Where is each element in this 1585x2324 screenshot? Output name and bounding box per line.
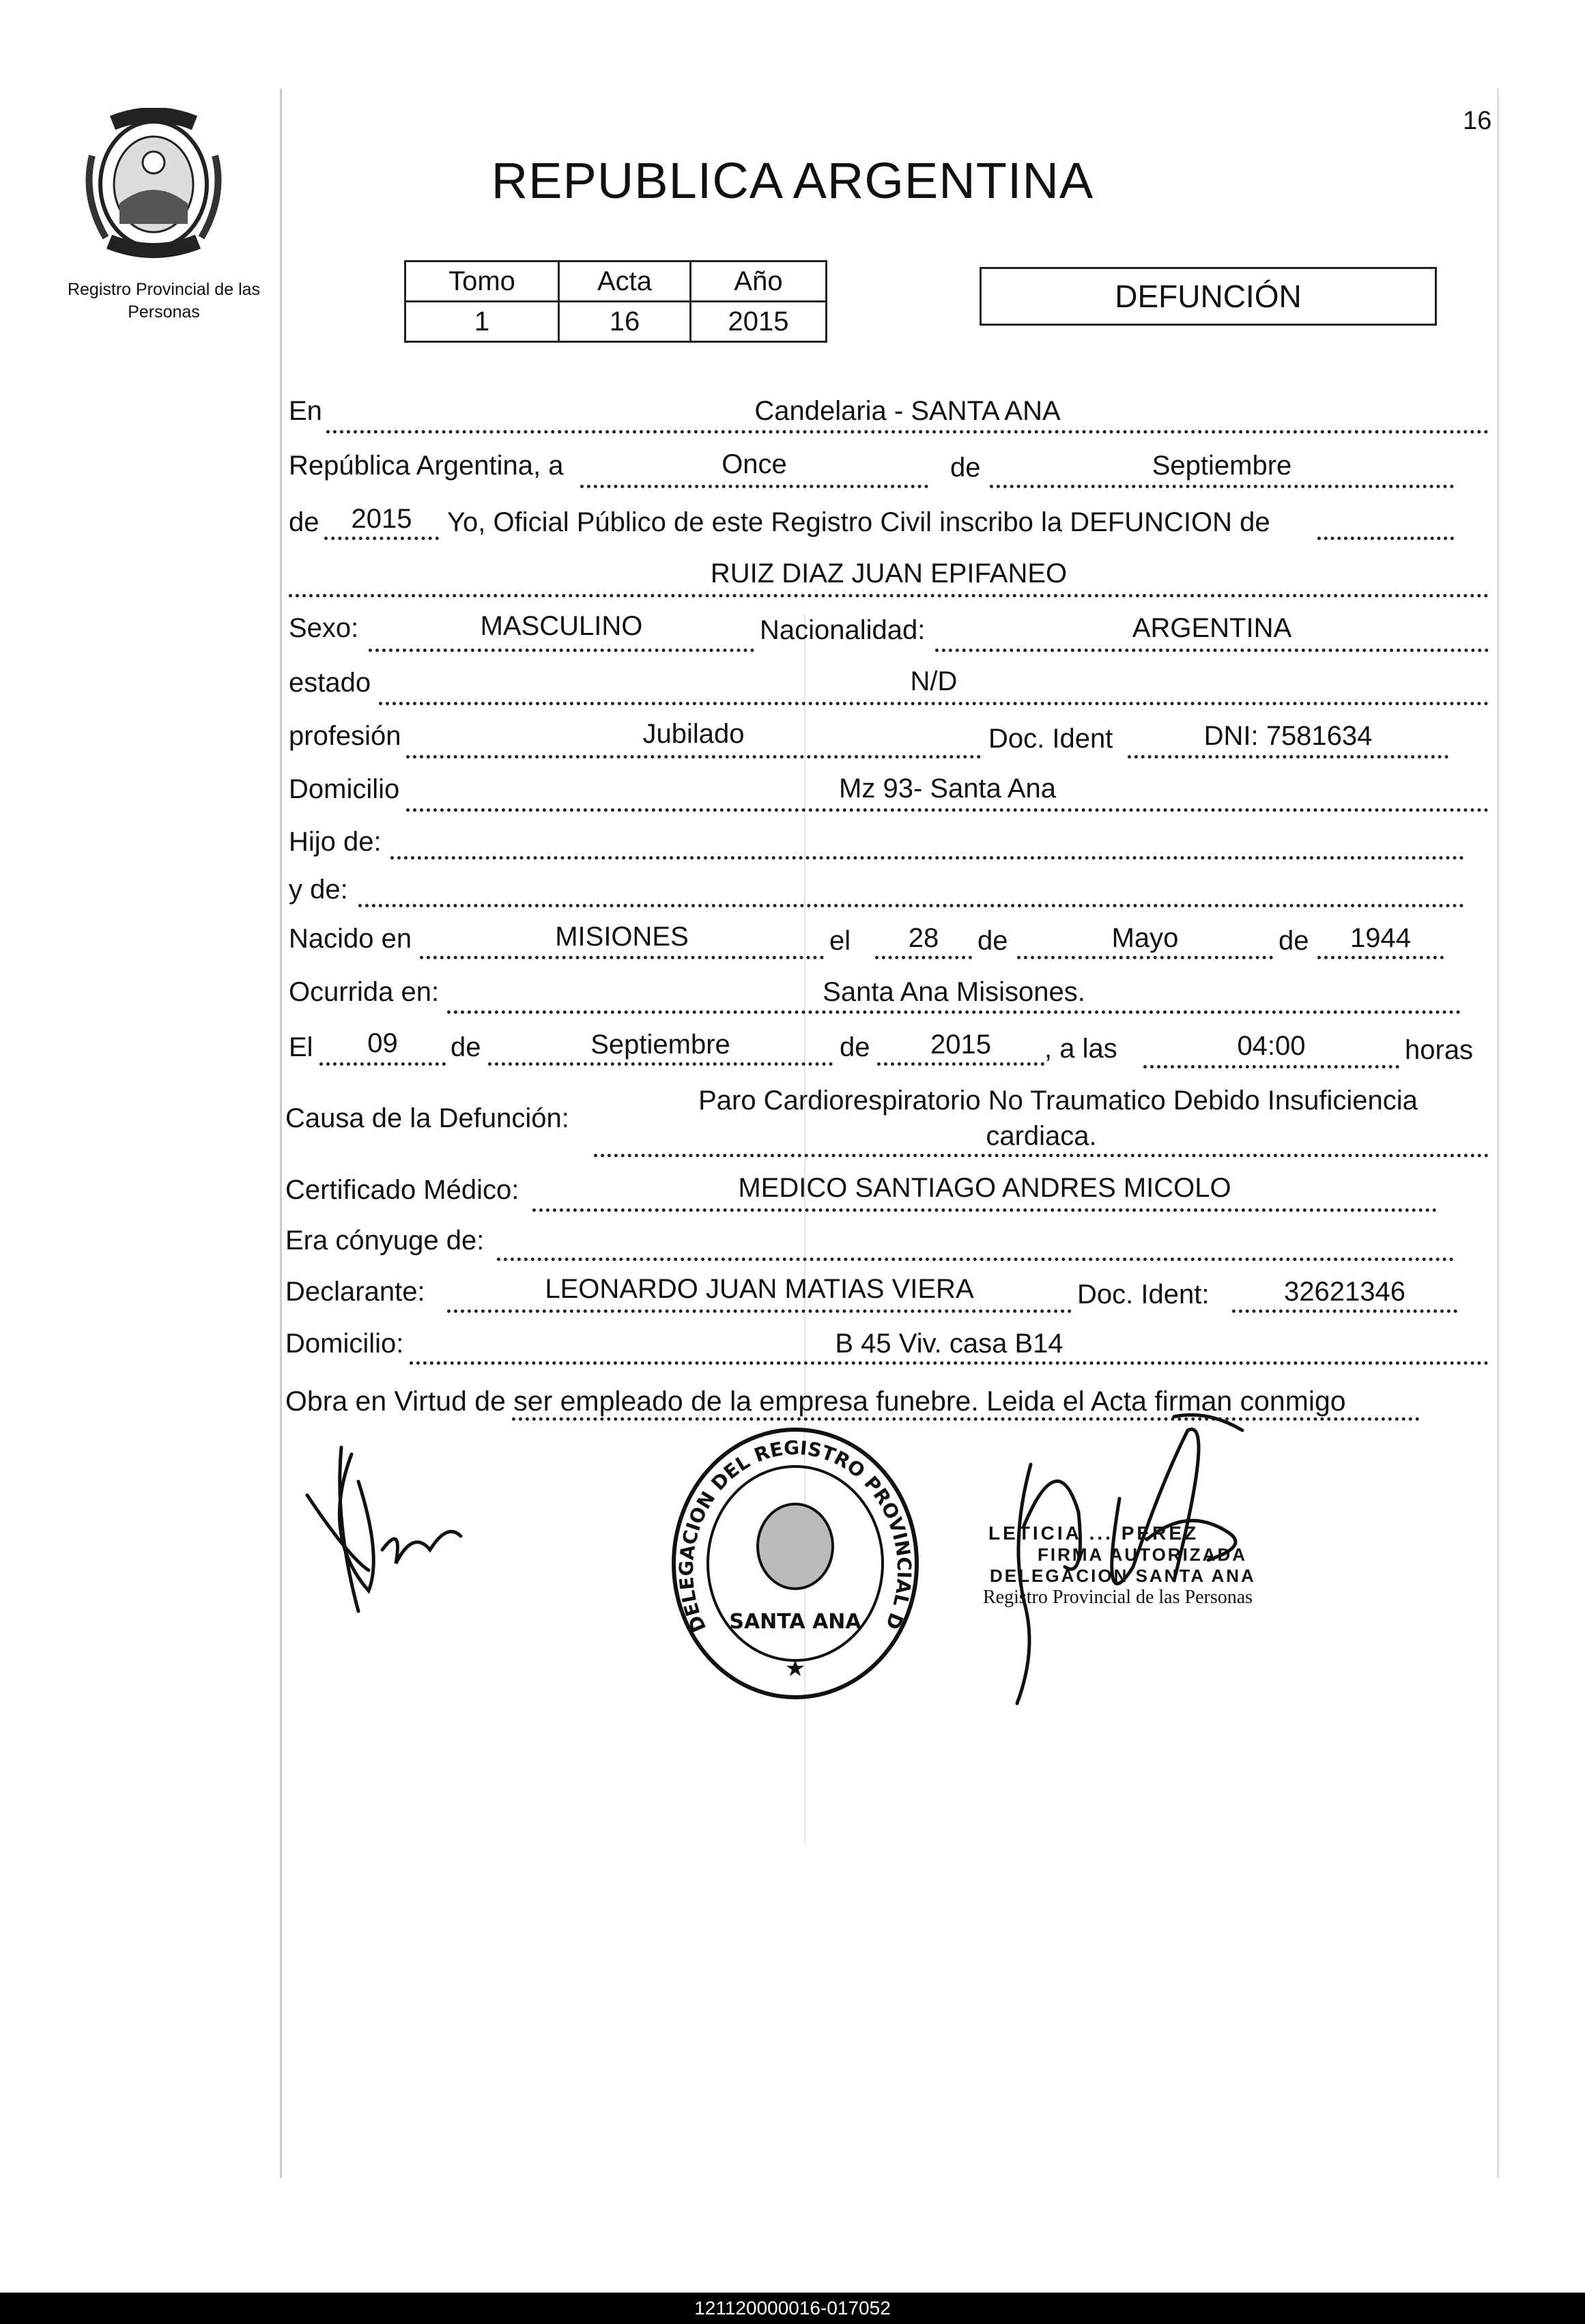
en-line [326,430,1489,434]
official-stamp-line1: LETICIA ... PEREZ [988,1522,1199,1544]
dia-texto-value: Once [722,449,787,479]
decl-domicilio-label: Domicilio: [285,1329,404,1359]
fall-hora-line [1143,1065,1399,1068]
fall-anio-value: 2015 [930,1030,991,1060]
certificado-label: Certificado Médico: [285,1175,519,1205]
fall-dia-line [319,1062,446,1066]
hijo-line [390,856,1464,860]
declarante-label: Declarante: [285,1277,425,1307]
y-de-line [358,904,1464,907]
nac-de1-label: de [977,926,1008,956]
fall-mes-line [488,1062,833,1066]
ocurrida-value: Santa Ana Misisones. [823,977,1085,1007]
decl-doc-line [1232,1309,1457,1313]
domicilio-line [406,808,1489,812]
conyuge-label: Era cónyuge de: [285,1225,485,1256]
profesion-line [406,755,981,759]
nacido-lugar-value: MISIONES [555,922,689,952]
sexo-label: Sexo: [289,613,359,643]
table-value-tomo: 1 [405,302,559,342]
obra-line [512,1417,1420,1421]
inscribo-line [1317,537,1454,540]
declarante-line [447,1309,1072,1313]
domicilio-value: Mz 93- Santa Ana [839,774,1056,804]
delegacion-oval-stamp [666,1423,925,1703]
hijo-label: Hijo de: [289,827,382,857]
footer-barcode-text: 121120000016-017052 [0,2293,1585,2324]
table-value-anio: 2015 [691,302,827,342]
decl-doc-value: 32621346 [1284,1277,1405,1307]
causa-label: Causa de la Defunción: [285,1103,569,1133]
document-type-box: DEFUNCIÓN [980,267,1437,326]
table-header-tomo: Tomo [405,261,559,302]
nacionalidad-line [935,649,1489,652]
official-stamp-line3: DELEGACION SANTA ANA [990,1565,1256,1586]
nombre-line [289,594,1489,597]
ocurrida-label: Ocurrida en: [289,977,440,1007]
decl-domicilio-line [410,1361,1489,1365]
stamp-ring-text: DELEGACION DEL REGISTRO PROVINCIAL D [674,1436,916,1636]
official-signature [983,1403,1283,1717]
stamp-inner-text: SANTA ANA [729,1610,861,1634]
table-header-acta: Acta [559,261,691,302]
nac-mes-value: Mayo [1111,923,1179,953]
nombre-value: RUIZ DIAZ JUAN EPIFANEO [710,558,1068,589]
declarante-signature [294,1441,471,1625]
fall-hora-value: 04:00 [1237,1031,1306,1061]
inscribo-text: Yo, Oficial Público de este Registro Civil inscribo la DEFUNCION de [447,507,1270,537]
nac-dia-line [875,956,972,959]
horas-label: horas [1405,1035,1474,1065]
fall-el-label: El [289,1032,313,1062]
fall-mes-value: Septiembre [590,1030,730,1060]
nac-anio-line [1317,956,1444,959]
causa-line2-value: cardiaca. [986,1121,1097,1151]
record-table [404,260,827,343]
logo-caption: Registro Provincial de las Personas [67,280,261,322]
doc-ident-value: DNI: 7581634 [1203,721,1373,751]
estado-label: estado [289,668,371,698]
certificado-value: MEDICO SANTIAGO ANDRES MICOLO [738,1173,1231,1203]
domicilio-label: Domicilio [289,774,400,804]
sexo-value: MASCULINO [480,611,643,641]
ocurrida-line [447,1010,1461,1014]
nac-dia-value: 28 [908,923,939,953]
alas-label: , a las [1044,1034,1117,1064]
lugar-value: Candelaria - SANTA ANA [754,396,1061,426]
nacionalidad-value: ARGENTINA [1132,613,1292,643]
nac-de2-label: de [1279,926,1309,956]
nacionalidad-label: Nacionalidad: [760,615,926,645]
profesion-label: profesión [289,721,401,751]
certificado-line [532,1208,1437,1212]
nacido-lugar-line [420,956,824,959]
document-title: REPUBLICA ARGENTINA [491,152,1094,209]
table-header-anio: Año [691,261,827,302]
causa-line [594,1154,1489,1157]
en-label: En [289,396,322,426]
fall-dia-value: 09 [367,1028,398,1058]
de-label: de [950,453,981,483]
estado-value: N/D [910,666,958,696]
doc-ident-label: Doc. Ident [988,724,1113,754]
republica-label: República Argentina, a [289,451,564,481]
y-de-label: y de: [289,875,348,905]
page-number: 16 [1463,107,1492,135]
fall-de1-label: de [451,1032,481,1062]
doc-ident-line [1128,755,1448,759]
mes-line [990,485,1454,488]
anio-value: 2015 [351,504,412,534]
fall-de2-label: de [840,1032,870,1062]
anio-label: de [289,507,319,537]
decl-domicilio-value: B 45 Viv. casa B14 [835,1329,1063,1359]
table-value-acta: 16 [559,302,691,342]
declarante-value: LEONARDO JUAN MATIAS VIERA [545,1274,974,1304]
nac-anio-value: 1944 [1350,923,1411,953]
left-margin-line [280,89,282,2178]
decl-doc-label: Doc. Ident: [1077,1279,1210,1309]
nacido-label: Nacido en [289,924,412,954]
conyuge-line [497,1258,1454,1261]
svg-text:★: ★ [784,1656,806,1682]
profesion-value: Jubilado [642,719,745,749]
official-stamp-line4: Registro Provincial de las Personas [983,1587,1253,1608]
right-margin-line [1497,89,1499,2178]
causa-line1-value: Paro Cardiorespiratorio No Traumatico Debido Insuficiencia [698,1086,1418,1116]
anio-line [324,537,439,540]
dia-line [580,485,928,488]
fall-anio-line [877,1062,1044,1066]
estado-line [379,702,1489,705]
mes-value: Septiembre [1152,451,1292,481]
official-stamp-line2: FIRMA AUTORIZADA [1038,1544,1248,1565]
sexo-line [369,649,754,652]
obra-text: Obra en Virtud de ser empleado de la empresa funebre. Leida el Acta firman conmigo [285,1385,1346,1417]
el-label: el [829,926,851,956]
nac-mes-line [1017,956,1273,959]
